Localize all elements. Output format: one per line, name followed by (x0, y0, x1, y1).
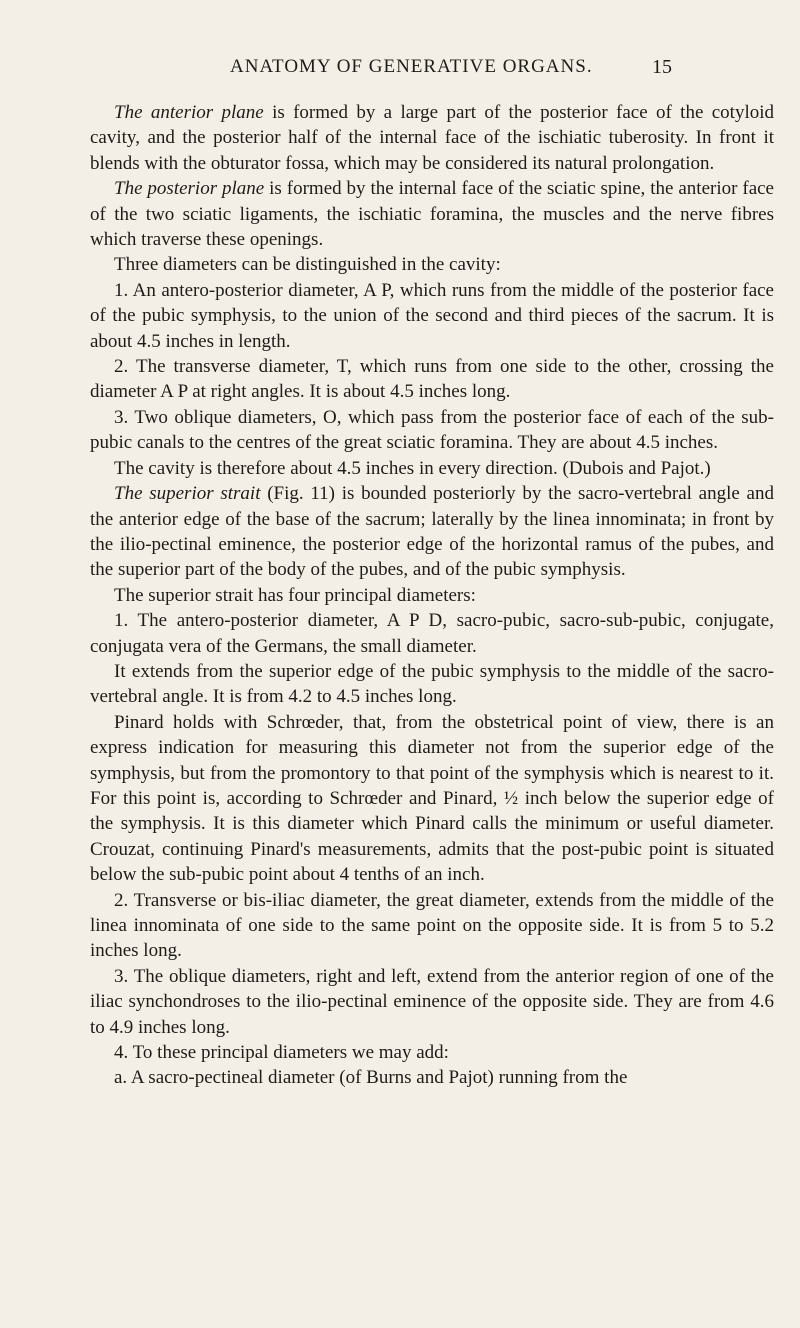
paragraph-text: 3. Two oblique diameters, O, which pass from the posterior face of each of the sub-pubic canals to the centres of the great sciatic foramina. They are about 4.5 inches. (90, 406, 774, 454)
paragraph (90, 278, 774, 354)
page-number: 15 (652, 56, 672, 78)
paragraph-text: 1. An antero-posterior diameter, A P, which runs from the middle of the posterior face of the pubic symphysis, to the union of the second and third pieces of the sacrum. It is about 4.5 inches in length. (90, 279, 774, 352)
paragraph (90, 100, 774, 176)
paragraph (90, 456, 774, 481)
paragraph-text: It extends from the superior edge of the pubic symphysis to the middle of the sacro-vertebral angle. It is from 4.2 to 4.5 inches long. (90, 660, 774, 708)
paragraph (90, 1065, 774, 1090)
body-text (90, 100, 774, 1091)
paragraph-lead: The anterior plane (114, 102, 264, 123)
paragraph-text: Pinard holds with Schrœder, that, from the obstetrical point of view, there is an express indication for measuring this diameter not from the superior edge of the symphysis, but from the promontory to that point of the symphysis which is nearest to it. For this point is, according to Schrœder and Pinard, ½ inch below the superior edge of the symphysis. It is this diameter which Pinard calls the minimum or useful diameter. Crouzat, continuing Pinard's measurements, admits that the post-pubic point is situated below the sub-pubic point about 4 tenths of an inch. (90, 711, 774, 886)
paragraph (90, 659, 774, 710)
page-header (0, 56, 800, 86)
paragraph (90, 710, 774, 888)
paragraph-text: 2. Transverse or bis-iliac diameter, the great diameter, extends from the middle of the linea innominata of one side to the same point on the opposite side. It is from 5 to 5.2 inches long. (90, 889, 774, 962)
paragraph (90, 888, 774, 964)
running-title: ANATOMY OF GENERATIVE ORGANS. (230, 56, 593, 77)
paragraph-text: 1. The antero-posterior diameter, A P D, sacro-pubic, sacro-sub-pubic, conjugate, conjugata vera of the Germans, the small diameter. (90, 610, 774, 657)
paragraph-text: 3. The oblique diameters, right and left, extend from the anterior region of one of the iliac synchondroses to the ilio-pectinal eminence of the opposite side. They are from 4.6 to 4.9 inches long. (90, 965, 774, 1038)
paragraph (90, 1040, 774, 1065)
paragraph (90, 583, 774, 608)
paragraph-text: a. A sacro-pectineal diameter (of Burns and Pajot) running from the (114, 1067, 628, 1089)
paragraph (90, 608, 774, 659)
paragraph (90, 252, 774, 277)
paragraph-text: Three diameters can be distinguished in the cavity: (114, 254, 501, 276)
paragraph-text: is formed by the internal face of the sciatic spine, the anterior face of the two sciatic ligaments, the ischiatic foramina, the muscles and the nerve fibres which traverse these openings. (90, 178, 774, 251)
paragraph (90, 354, 774, 405)
paragraph (90, 405, 774, 456)
paragraph (90, 176, 774, 252)
paragraph-text: is formed by a large part of the posterior face of the cotyloid cavity, and the posterior half of the internal face of the ischiatic tuberosity. In front it blends with the obturator fossa, which may be considered its natural prolongation. (90, 102, 775, 174)
paragraph-lead: The superior strait (114, 483, 261, 505)
paragraph-text: (Fig. 11) is bounded posteriorly by the sacro-vertebral angle and the anterior edge of the base of the sacrum; laterally by the linea innominata; in front by the ilio-pectinal eminence, the posterior edge of the horizontal ramus of the pubes, and the superior part of the body of the pubes, and of the pubic symphysis. (90, 483, 774, 581)
paragraph-text: 2. The transverse diameter, T, which runs from one side to the other, crossing the diameter A P at right angles. It is about 4.5 inches long. (90, 356, 774, 403)
paragraph-lead: The posterior plane (114, 178, 265, 200)
paragraph (90, 964, 774, 1040)
paragraph (90, 481, 774, 583)
paragraph-text: The cavity is therefore about 4.5 inches in every direction. (Dubois and Pajot.) (114, 457, 711, 479)
paragraph-text: The superior strait has four principal diameters: (114, 584, 476, 606)
paragraph-text: 4. To these principal diameters we may add: (114, 1042, 449, 1064)
